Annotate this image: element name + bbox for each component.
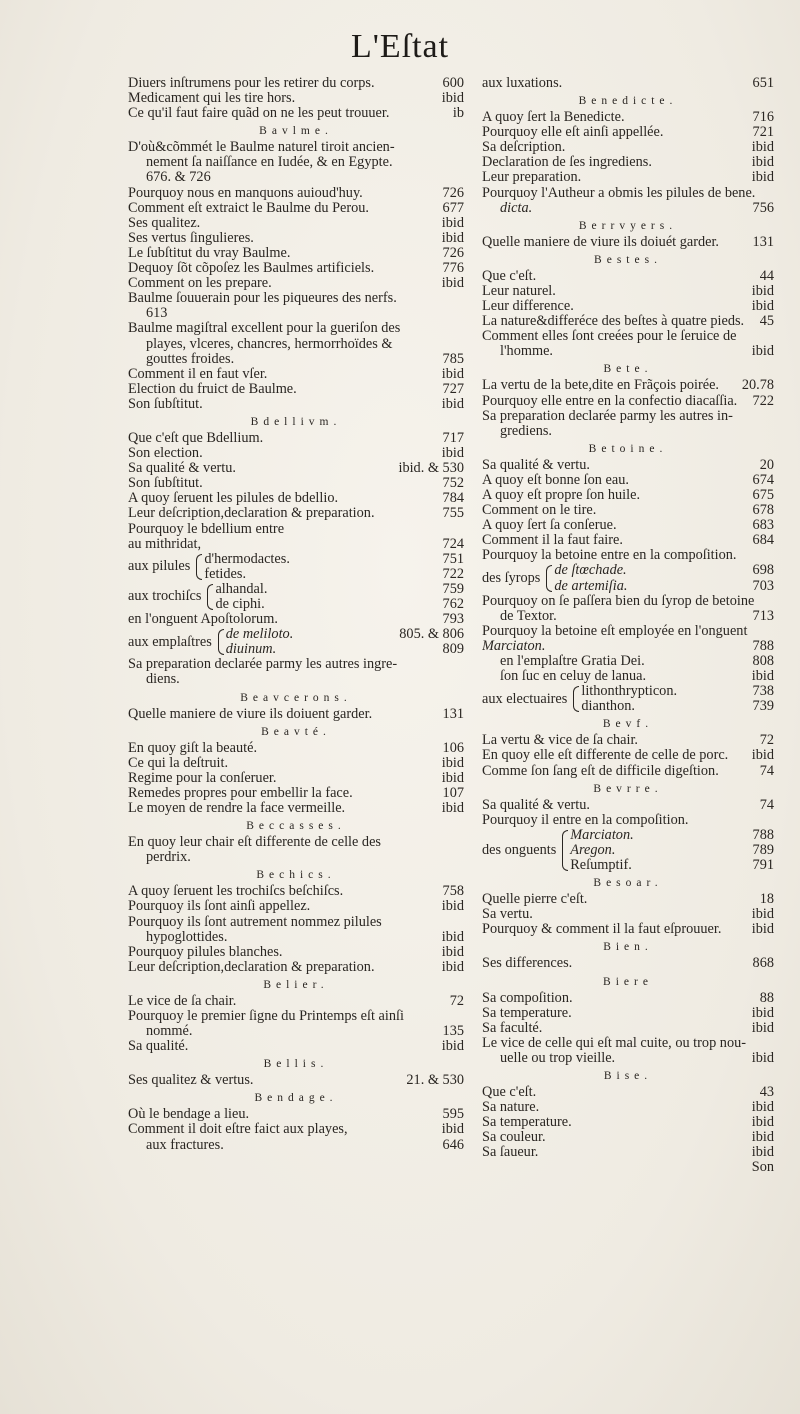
index-text: Pourquoy la betoine entre en la compoſition. xyxy=(482,547,737,564)
index-entry: dicta. 756 xyxy=(500,199,774,216)
index-text: Pourquoy l'Autheur a obmis les pilules de bene. xyxy=(482,184,756,201)
index-entry: Leur deſcription,declaration & preparation. 755 xyxy=(128,505,464,522)
index-entry: Medicament qui les tire hors. ibid xyxy=(128,90,464,107)
brace-label: aux electuaires xyxy=(482,690,568,707)
brace-item: de ſtœchade. 698 xyxy=(554,562,774,579)
index-text: En quoy leur chair eſt differente de celle des xyxy=(128,834,381,851)
brace-icon xyxy=(558,828,568,873)
index-text: Pourquoy le bdellium entre xyxy=(128,520,285,537)
index-entry: Son ſubſtitut. 752 xyxy=(128,475,464,492)
brace-item: Aregon. 789 xyxy=(570,841,774,858)
index-entry: Comment il doit eſtre faict aux playes, ibid xyxy=(128,1121,464,1138)
brace-group xyxy=(128,627,464,657)
index-entry: Le moyen de rendre la face vermeille. ibid xyxy=(128,800,464,817)
running-header: L'Eſtat xyxy=(350,28,450,65)
index-entry: Remedes propres pour embellir la face. 107 xyxy=(128,784,464,801)
brace-item: alhandal. 759 xyxy=(215,580,464,597)
brace-group xyxy=(128,552,464,582)
section-heading: Bevrre. xyxy=(593,782,663,795)
brace-item: fetides. 722 xyxy=(204,565,464,582)
section-heading: Bien. xyxy=(603,941,653,954)
section-heading: Bendage. xyxy=(254,1092,338,1105)
index-entry: Sa nature. ibid xyxy=(482,1099,774,1116)
index-entry: aux fractures. 646 xyxy=(146,1136,464,1153)
brace-label: aux emplaſtres xyxy=(128,633,212,650)
brace-item: Reſumptif. 791 xyxy=(570,857,774,874)
index-entry: A quoy ſeruent les pilules de bdellio. 784 xyxy=(128,490,464,507)
index-entry: Le vice de ſa chair. 72 xyxy=(128,992,464,1009)
index-entry: Ses qualitez. ibid xyxy=(128,214,464,231)
index-entry: Ce qui la deſtruit. ibid xyxy=(128,754,464,771)
brace-item: diuinum. 809 xyxy=(225,641,464,658)
brace-label: des onguents xyxy=(482,841,557,858)
brace-group xyxy=(482,684,774,714)
index-entry: Son election. ibid xyxy=(128,445,464,462)
index-entry: Regime pour la conſeruer. ibid xyxy=(128,769,464,786)
index-entry: hypoglottides. ibid xyxy=(146,928,464,945)
index-entry: Pourquoy elle eſt ainſi appellée. 721 xyxy=(482,124,774,141)
index-entry: La nature&differéce des beſtes à quatre pieds. 45 xyxy=(482,313,774,330)
index-entry: Pourquoy & comment il la faut eſprouuer. ibid xyxy=(482,921,774,938)
index-entry: Sa couleur. ibid xyxy=(482,1129,774,1146)
left-column xyxy=(128,76,464,1153)
index-entry: Sa qualité & vertu. 20 xyxy=(482,456,774,473)
brace-item: Marciaton. 788 xyxy=(570,826,774,843)
index-entry: de Textor. 713 xyxy=(500,607,774,624)
section-heading: Bise. xyxy=(603,1069,653,1082)
index-entry: A quoy ſeruent les trochiſcs beſchiſcs. 758 xyxy=(128,883,464,900)
index-entry: uelle ou trop vieille. ibid xyxy=(500,1049,774,1066)
brace-group xyxy=(482,828,774,873)
section-heading: Bavlme. xyxy=(259,125,333,138)
index-entry: en l'onguent Apoſtolorum. 793 xyxy=(128,611,464,628)
index-text: Pourquoy on ſe paſſera bien du ſyrop de betoine xyxy=(482,592,755,609)
index-entry: Comment on les prepare. ibid xyxy=(128,275,464,292)
section-heading: Besoar. xyxy=(593,877,663,890)
section-heading: Beavcerons. xyxy=(240,691,352,704)
index-text: 676. & 726 xyxy=(146,169,211,186)
index-entry: La vertu de la bete,dite en Frãçois poirée. 20.78 xyxy=(482,377,774,394)
index-entry: Comment il la faut faire. 684 xyxy=(482,532,774,549)
right-column xyxy=(482,76,774,1176)
index-entry: Sa qualité & vertu. ibid. & 530 xyxy=(128,460,464,477)
index-text: Pourquoy le premier ſigne du Printemps eſt ainſi xyxy=(128,1007,404,1024)
index-entry: Quelle maniere de viure ils doiuét garder. 131 xyxy=(482,233,774,250)
index-text: D'où&cõmmét le Baulme naturel tiroit ancien- xyxy=(128,139,395,156)
index-text: 613 xyxy=(146,305,168,322)
index-entry: Leur deſcription,declaration & preparation. ibid xyxy=(128,958,464,975)
index-entry: gouttes froides. 785 xyxy=(146,350,464,367)
brace-item: de meliloto. 805. & 806 xyxy=(225,626,464,643)
brace-group xyxy=(482,563,774,593)
index-text: grediens. xyxy=(500,422,553,439)
section-heading: Belier. xyxy=(263,978,329,991)
section-heading: Beavté. xyxy=(261,725,331,738)
index-entry: Ses qualitez & vertus. 21. & 530 xyxy=(128,1072,464,1089)
index-entry: Sa temperature. ibid xyxy=(482,1004,774,1021)
index-entry: Leur naturel. ibid xyxy=(482,282,774,299)
section-heading: Bechics. xyxy=(256,869,336,882)
index-entry: Marciaton. 788 xyxy=(482,637,774,654)
section-heading: Bdellivm. xyxy=(250,415,342,428)
index-entry: En quoy elle eſt differente de celle de porc. ibid xyxy=(482,747,774,764)
index-text: diens. xyxy=(146,671,180,688)
index-entry: Ses vertus ſingulieres. ibid xyxy=(128,229,464,246)
brace-icon xyxy=(214,627,224,657)
index-entry: Son ſubſtitut. ibid xyxy=(128,395,464,412)
brace-icon xyxy=(542,563,552,593)
section-heading: Beccasses. xyxy=(246,820,346,833)
brace-label: aux pilules xyxy=(128,558,191,575)
index-text: Sa preparation declarée parmy les autres ingre- xyxy=(128,656,398,673)
index-entry: ſon ſuc en celuy de lanua. ibid xyxy=(500,668,774,685)
index-entry: Que c'eſt. 44 xyxy=(482,267,774,284)
index-entry: Sa qualité & vertu. 74 xyxy=(482,796,774,813)
index-text: Baulme ſouuerain pour les piqueures des nerfs. xyxy=(128,290,397,307)
index-text: Pourquoy la betoine eſt employée en l'onguent xyxy=(482,622,748,639)
index-entry: Que c'eſt que Bdellium. 717 xyxy=(128,429,464,446)
section-heading: Bellis. xyxy=(263,1058,329,1071)
brace-icon xyxy=(569,684,579,714)
index-entry: En quoy giſt la beauté. 106 xyxy=(128,739,464,756)
catchword: Son xyxy=(751,1159,774,1176)
section-heading: Bestes. xyxy=(594,253,662,266)
index-entry: Ses differences. 868 xyxy=(482,955,774,972)
index-entry: Dequoy ſõt cõpoſez les Baulmes artificiels. 776 xyxy=(128,260,464,277)
index-entry: aux luxations. 651 xyxy=(482,75,774,91)
brace-label: des ſyrops xyxy=(482,569,541,586)
index-entry: Election du fruict de Baulme. 727 xyxy=(128,380,464,397)
brace-label: aux trochiſcs xyxy=(128,588,202,605)
index-entry: Pourquoy ils ſont ainſi appellez. ibid xyxy=(128,898,464,915)
index-entry: A quoy eſt propre ſon huile. 675 xyxy=(482,486,774,503)
brace-icon xyxy=(203,582,213,612)
index-entry: nommé. 135 xyxy=(146,1023,464,1040)
index-entry: Sa deſcription. ibid xyxy=(482,139,774,156)
brace-icon xyxy=(192,552,202,582)
index-entry: Sa ſaueur. ibid xyxy=(482,1144,774,1161)
index-text: Baulme magiſtral excellent pour la gueriſon des xyxy=(128,320,401,337)
index-entry: Quelle maniere de viure ils doiuent garder. 131 xyxy=(128,705,464,722)
index-entry: Comment eſt extraict le Baulme du Perou. 677 xyxy=(128,199,464,216)
index-entry: Comment il en faut vſer. ibid xyxy=(128,365,464,382)
index-entry: l'homme. ibid xyxy=(500,343,774,360)
brace-item: de ciphi. 762 xyxy=(215,596,464,612)
brace-item: de artemiſia. 703 xyxy=(554,577,774,594)
index-entry: A quoy ſert ſa conſerue. 683 xyxy=(482,517,774,534)
index-entry: Sa compoſition. 88 xyxy=(482,989,774,1006)
index-entry: A quoy ſert la Benedicte. 716 xyxy=(482,109,774,126)
index-text: playes, vlceres, chancres, hermorrhoïdes & xyxy=(146,335,393,352)
section-heading: Betoine. xyxy=(588,442,668,455)
index-entry: Ce qu'il faut faire quãd on ne les peut trouuer. ib xyxy=(128,105,464,122)
section-heading: Bete. xyxy=(603,363,653,376)
index-entry: La vertu & vice de ſa chair. 72 xyxy=(482,732,774,749)
index-entry: en l'emplaſtre Gratia Dei. 808 xyxy=(500,653,774,669)
brace-group xyxy=(128,582,464,612)
index-entry: Sa temperature. ibid xyxy=(482,1114,774,1131)
index-entry: Pourquoy nous en manquons auioud'huy. 726 xyxy=(128,184,464,201)
index-entry: Leur difference. ibid xyxy=(482,298,774,315)
index-text: Pourquoy il entre en la compoſition. xyxy=(482,811,689,828)
index-entry: Que c'eſt. 43 xyxy=(482,1083,774,1100)
index-entry: Diuers inſtrumens pour les retirer du corps. 600 xyxy=(128,75,464,91)
index-text: Comment elles ſont creées pour le ſeruice de xyxy=(482,328,737,345)
section-heading: Biere xyxy=(603,975,653,988)
brace-item: dianthon. 739 xyxy=(581,698,774,715)
index-entry: A quoy eſt bonne ſon eau. 674 xyxy=(482,471,774,488)
index-entry: Quelle pierre c'eſt. 18 xyxy=(482,891,774,908)
brace-item: d'hermodactes. 751 xyxy=(204,550,464,567)
index-entry: Sa qualité. ibid xyxy=(128,1038,464,1055)
index-entry: Leur preparation. ibid xyxy=(482,169,774,186)
index-entry: Où le bendage a lieu. 595 xyxy=(128,1106,464,1123)
index-entry: Pourquoy pilules blanches. ibid xyxy=(128,943,464,960)
index-text: Pourquoy ils ſont autrement nommez pilules xyxy=(128,913,382,930)
section-heading: Berrvyers. xyxy=(578,219,678,232)
index-entry: Comme ſon ſang eſt de difficile digeſtion. 74 xyxy=(482,762,774,779)
section-heading: Bevf. xyxy=(602,718,654,731)
index-entry: Sa faculté. ibid xyxy=(482,1019,774,1036)
index-entry: Declaration de ſes ingrediens. ibid xyxy=(482,154,774,171)
index-text: nement ſa naiſſance en Iudée, & en Egypte. xyxy=(146,154,393,171)
index-text: Sa preparation declarée parmy les autres in- xyxy=(482,407,733,424)
index-entry: au mithridat, 724 xyxy=(128,535,464,552)
index-entry: Pourquoy elle entre en la confectio diacaſſia. 722 xyxy=(482,392,774,409)
index-text: Le vice de celle qui eſt mal cuite, ou trop nou- xyxy=(482,1034,746,1051)
index-entry: Sa vertu. ibid xyxy=(482,906,774,923)
index-entry: Comment on le tire. 678 xyxy=(482,502,774,519)
section-heading: Benedicte. xyxy=(578,95,678,108)
brace-item: lithonthrypticon. 738 xyxy=(581,683,774,700)
index-text: perdrix. xyxy=(146,849,191,866)
index-entry: Le ſubſtitut du vray Baulme. 726 xyxy=(128,244,464,261)
